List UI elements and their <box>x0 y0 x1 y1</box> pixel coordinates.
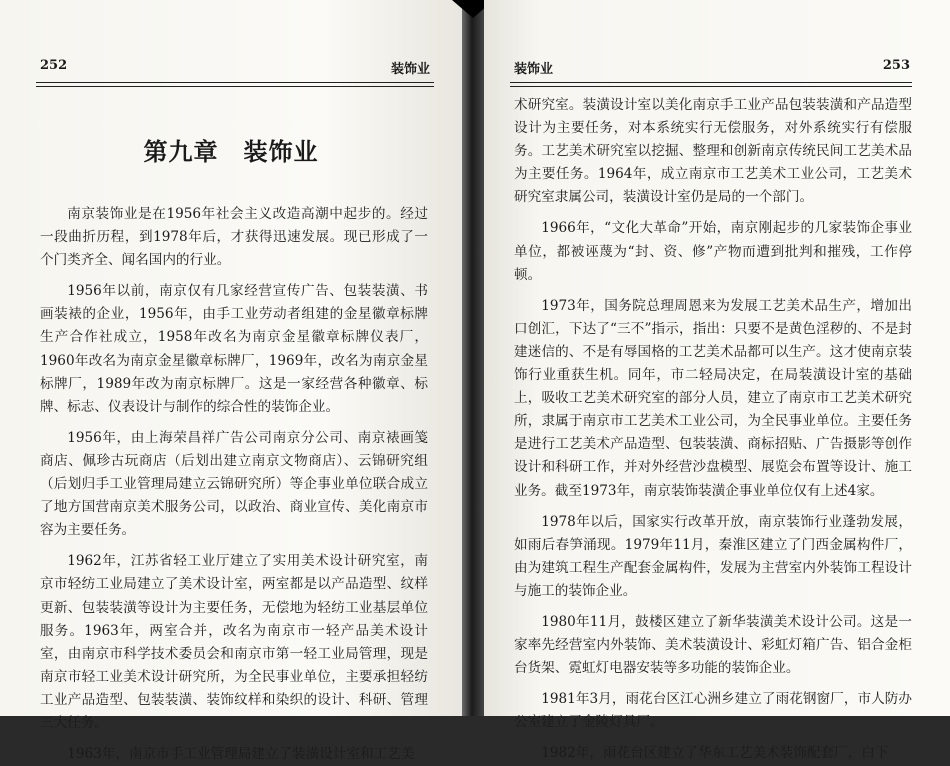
header-rule <box>510 82 912 87</box>
paragraph: 1978年以后，国家实行改革开放，南京装饰行业蓬勃发展，如雨后春笋涌现。1979年11月，秦淮区建立了门西金属构件厂，由为建筑工程生产配套金属构件，发展为主营室内外装饰工程设计与施工的装饰企业。 <box>514 513 912 599</box>
left-page-header <box>40 58 430 80</box>
paragraph: 1973年，国务院总理周恩来为发展工艺美术品生产，增加出口创汇，下达了“三不”指示，指出：只要不是黄色淫秽的、不是封建迷信的、不是有辱国格的工艺美术品都可以生产。这才使南京装饰行业重获生机。同年，市二轻局决定，在局装潢设计室的基础上，吸收工艺美术研究室的部分人员，建立了南京市工艺美术研究所，隶属于南京市工艺美术工业公司，为全民事业单位。主要任务是进行工艺美术产品造型、包装装潢、商标招贴、广告摄影等创作设计和科研工作，并对外经营沙盘模型、展览会布置等设计、施工业务。截至1973年，南京装饰装潢企事业单位仅有上述4家。 <box>514 297 912 499</box>
right-page <box>484 0 950 762</box>
running-head: 装饰业 <box>514 62 554 77</box>
paragraph: 南京装饰业是在1956年社会主义改造高潮中起步的。经过一段曲折历程，到1978年后，才获得迅速发展。现已形成了一个门类齐全、闻名国内的行业。 <box>40 206 428 269</box>
page-number: 253 <box>882 58 910 73</box>
paragraph: 1962年，江苏省轻工业厅建立了实用美术设计研究室，南京市轻纺工业局建立了美术设计室，两室都是以产品造型、纹样更新、包装装潢等设计为主要任务，无偿地为轻纺工业基层单位服务。1963年，两室合并，改名为南京市一轻产品美术设计室，由南京市科学技术委员会和南京市第一轻工业局管理，现是南京市轻工业美术设计研究所，为全民事业单位，主要承担轻纺工业产品造型、包装装潢、装饰纹样和染织的设计、科研、管理三大任务。 <box>40 553 428 731</box>
page-number: 252 <box>40 58 68 73</box>
header-rule <box>36 82 434 87</box>
paragraph: 1956年以前，南京仅有几家经营宣传广告、包装装潢、书画装裱的企业，1956年，由手工业劳动者组建的金星徽章标牌生产合作社成立，1958年改名为南京金星徽章标牌仪表厂，1960年改名为南京金星徽章标牌厂，1969年，改名为南京金星标牌厂，1989年改为南京标牌厂。这是一家经营各种徽章、标牌、标志、仪表设计与制作的综合性的装饰企业。 <box>40 283 428 415</box>
paragraph: 1982年，雨花台区建立了华东工艺美术装饰配套厂，白下 <box>541 745 889 762</box>
paragraph: 术研究室。装潢设计室以美化南京手工业产品包装装潢和产品造型设计为主要任务，对本系统实行无偿服务，对外系统实行有偿服务。工艺美术研究室以挖掘、整理和创新南京传统民间工艺美术品为主要任务。1964年，成立南京市工艺美术工业公司，工艺美术研究室隶属公司，装潢设计室仍是局的一个部门。 <box>514 97 912 206</box>
right-page-header <box>514 58 910 80</box>
book-gutter <box>462 0 484 716</box>
paragraph: 1981年3月，雨花台区江心洲乡建立了雨花钢窗厂，市人防办公室建立了金陵灯具厂。 <box>514 691 912 731</box>
left-body-text <box>40 203 428 766</box>
chapter-title: 第九章 装饰业 <box>143 137 319 166</box>
paragraph: 1980年11月，鼓楼区建立了新华装潢美术设计公司。这是一家率先经营室内外装饰、美术装潢设计、彩虹灯箱广告、铝合金柜台货架、霓虹灯电器安装等多功能的装饰企业。 <box>514 613 912 677</box>
paragraph: 1966年，“文化大革命”开始，南京刚起步的几家装饰企事业单位，都被诬蔑为“封、资、修”产物而遭到批判和摧残，工作停顿。 <box>514 220 912 283</box>
running-head: 装饰业 <box>390 62 430 77</box>
paragraph: 1963年，南京市手工业管理局建立了装潢设计室和工艺美 <box>67 746 415 763</box>
right-body-text <box>514 94 912 766</box>
paragraph: 1956年，由上海荣昌祥广告公司南京分公司、南京裱画笺商店、佩珍古玩商店（后划出建立南京文物商店）、云锦研究组（后划归手工业管理局建立云锦研究所）等企事业单位联合成立了地方国营南京美术服务公司，以政治、商业宣传、美化南京市容为主要任务。 <box>40 429 428 539</box>
left-page <box>0 0 462 763</box>
